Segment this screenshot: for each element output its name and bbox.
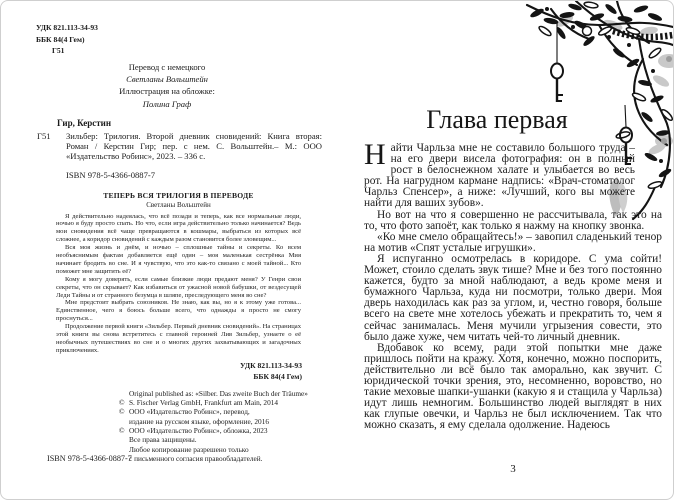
credits-block	[36, 61, 298, 111]
annotation-paragraph: Мне предстоит выбрать союзников. Не знаю, как вы, но я к этому уже готова... Единственное, чего я боюсь больше всего, что однажды я просто не смогу проснуться...	[56, 299, 301, 323]
body-paragraph: Я испуганно осмотрелась в коридоре. С ума сойти! Может, стоило сделать звук тише? Мне и без того постоянно кажется, будто за мной наблюдают, а ведь кроме меня и бумажного Чарльза, куда ни посмотри, только двери. Моя дверь находилась как раз за углом, и, честно говоря, больше всего на свете мне хотелось убежать и прекратить то, чем я сейчас занималась. Меня мучили угрызения совести, это было даже хуже, чем читать чей-то личный дневник.	[364, 252, 662, 343]
copyright-text: S. Fischer Verlag GmbH, Frankfurt am Main, 2014	[129, 398, 279, 408]
copyright-text: ООО «Издательство Робинс», обложка, 2023	[129, 426, 268, 436]
catalog-entry: Зильбер: Трилогия. Второй дневник сновидений: Книга вторая: Роман / Керстин Гир; пер. с нем. С. Вольштейн.– М.: ООО «Издательство Робинс», 2023. – 336 с.	[66, 131, 322, 161]
copyright-line	[119, 426, 322, 435]
annotation-paragraph: Продолжение первой книги «Зильбер. Первый дневник сновидений». На страницах этой книги вы снова встретитесь с главной героиней Лив Зильбер, узнаете о её необычных путешествиях во сне и о многих других захватывающих и загадочных приключениях.	[56, 323, 301, 354]
annotation-paragraph: Кому я могу доверять, если самые близкие люди предают меня? У Генри свои секреты, что он скрывает? Как избавиться от ужасной новой бабушки, от вездесущей Леди Тайны и от странного безумца в шляпе, преследующего меня во сне?	[56, 275, 301, 299]
copyright-line	[119, 417, 322, 426]
copyright-line	[119, 407, 322, 416]
udk-bottom: УДК 821.113-34-93	[240, 360, 302, 370]
copyright-mark: ©	[119, 426, 125, 436]
author-heading: Гир, Керстин	[57, 118, 112, 129]
translator-name: Светланы Вольштейн	[126, 73, 208, 84]
body-paragraph: «Ко мне смело обращайтесь!» – завопил сладенький тенор на мотив «Спят усталые игрушки».	[364, 230, 662, 254]
copyright-text: Любое копирование разрешено только	[129, 444, 249, 454]
copyright-text: ООО «Издательство Робинс», перевод,	[129, 407, 250, 417]
annotation-paragraph: Вся моя жизнь и днём, и ночью – сплошные тайны и секреты. Ко всем необъяснимым фактам добавляется ещё один – моя маленькая сестрёнка Мия начинает бродить во сне. И я чувствую, что это как-то связано с моей тайной... Кто поможет мне защитить её?	[56, 244, 301, 275]
copyright-line	[119, 398, 322, 407]
copyright-mark: ©	[119, 398, 125, 408]
chapter-body	[364, 138, 662, 432]
illustrator-name: Полина Граф	[142, 98, 192, 109]
annotation-block	[56, 213, 301, 355]
isbn-bottom: ISBN 978-5-4366-0887-7	[47, 454, 132, 463]
copyright-mark	[119, 417, 129, 426]
right-page	[364, 1, 662, 500]
copyright-line	[119, 454, 322, 463]
copyright-text: Original published as: «Silber. Das zweite Buch der Träume»	[129, 388, 308, 398]
copyright-line	[119, 445, 322, 454]
chapter-title: Глава первая	[426, 105, 568, 134]
copyright-mark: ©	[119, 407, 125, 417]
translation-credit: Перевод с немецкого	[128, 61, 206, 72]
promo-heading: ТЕПЕРЬ ВСЯ ТРИЛОГИЯ В ПЕРЕВОДЕ	[103, 190, 254, 200]
body-paragraph-text: айти Чарльза мне не составило большого труда – на его двери висела фотография: он в полный рост в белоснежном халате и улыбается во весь рот. На нагрудном кармане надпись: «Врач-стоматолог Чарльз Спенсер», а ниже: «Лучший, кого вы можете найти для ваших зубов».	[364, 142, 635, 210]
copyright-text: Все права защищены.	[129, 435, 197, 445]
annotation-paragraph: Я действительно надеялась, что всё позади и теперь, как все нормальные люди, ночью я буду просто спать. Но что, если игра действительно только начинается? Ведь мои сновидения всё чаще превращаются в кошмары, выбраться из которых всё сложнее, а коридор сновидений с каждым разом становится более зловещим...	[56, 212, 301, 244]
catalog-code: Г51	[37, 131, 51, 142]
body-paragraph: Но вот на что я совершенно не рассчитывала, так это на то, что фото запоёт, как только я нажму на кнопку звонка.	[364, 208, 662, 232]
cover-illustration-credit: Иллюстрация на обложке:	[119, 86, 215, 97]
copyright-text: издание на русском языке, оформление, 2016	[129, 416, 269, 426]
udk-top: УДК 821.113-34-93	[36, 23, 98, 32]
bbk-top: ББК 84(4 Гем)	[36, 34, 85, 44]
body-paragraph	[364, 138, 635, 210]
copyright-line	[119, 435, 322, 444]
catalog-entry-block	[36, 132, 322, 161]
copyright-mark	[119, 389, 129, 398]
copyright-line	[119, 389, 322, 398]
isbn-top: ISBN 978-5-4366-0887-7	[66, 169, 156, 180]
body-paragraph: Вдобавок ко всему, ради этой попытки мне даже пришлось пойти на кражу. Хотя, конечно, можно поспорить, действительно ли всё было так аморально, как звучит. С юридической точки зрения, это, несомненно, воровство, но такие меховые шапки-ушанки (какую я и стащила у Чарльза) идут лишь немногим. Большинство людей выглядят в них как глупые овечки, и Чарльз не был исключением. Так что можно сказать, я ему сделала одолжение. Надеюсь	[364, 341, 662, 432]
page-number: 3	[510, 463, 516, 475]
promo-subheading: Светланы Вольштейн	[146, 200, 211, 209]
bbk-bottom: ББК 84(4 Гем)	[253, 371, 302, 381]
copyright-mark	[119, 435, 129, 444]
copyright-block	[119, 389, 322, 463]
left-page	[36, 22, 322, 463]
copyright-mark	[119, 445, 129, 454]
classification-code: Г51	[52, 46, 65, 55]
copyright-text: с письменного согласия правообладателей.	[129, 453, 263, 463]
drop-cap: Н	[364, 138, 386, 171]
